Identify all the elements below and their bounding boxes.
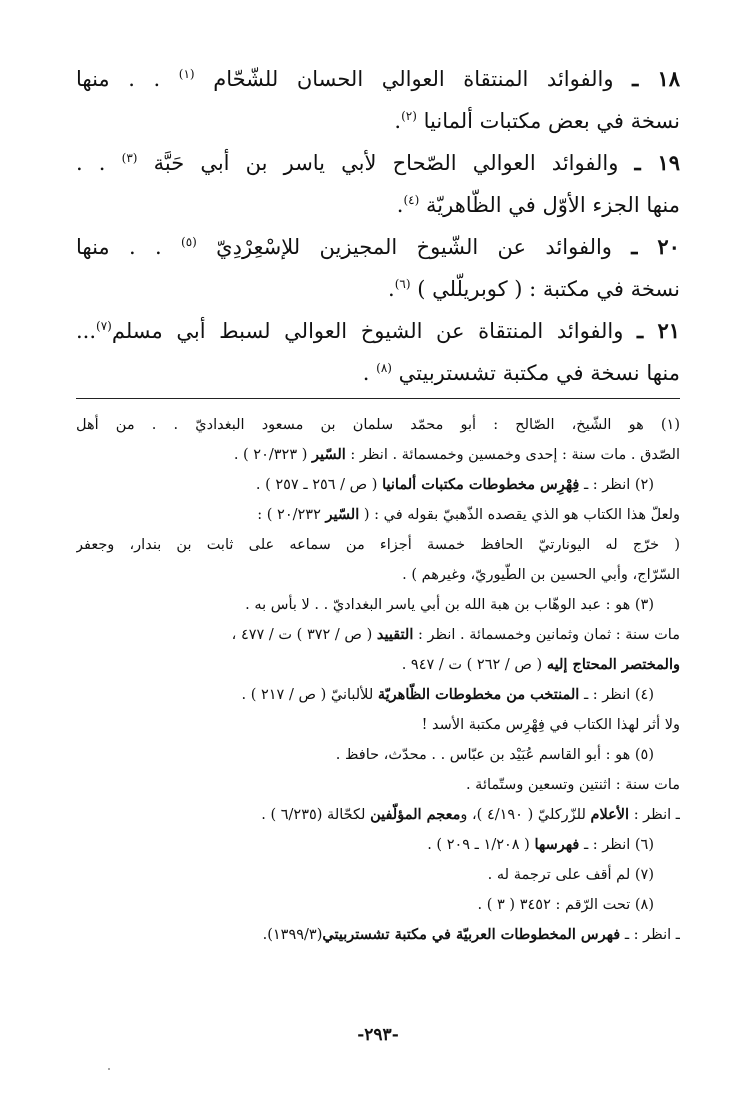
entry-title: والفوائد المنتقاة العوالي الحسان للشّحّام xyxy=(213,67,614,91)
footnote-text: الصّدق . مات سنة : إحدى وخمسين وخمسمائة . انظر : xyxy=(350,447,680,463)
footnote-marker: (٧) xyxy=(96,319,112,333)
footnote-1-line-1: (١) هو الشّيخ، الصّالح : أبو محمّد سلمان بن مسعود البغداديّ . . من أهل xyxy=(76,417,680,433)
footnote-text: ولعلّ هذا الكتاب هو الذي يقصده الذّهبيّ بقوله في : ( xyxy=(363,507,680,523)
entry-19-line-2 xyxy=(76,184,680,226)
entry-text: منها نسخة في مكتبة تشستربيتي xyxy=(398,361,680,385)
entry-number: ١٩ ـ xyxy=(634,150,680,175)
footnote-3-line-3 xyxy=(76,650,680,680)
entry-text: . xyxy=(394,109,402,133)
entry-text: نسخة في مكتبة : ( كوبريلّلي ) xyxy=(417,277,680,301)
entry-18-line-1 xyxy=(76,58,680,100)
footnote-1-line-2 xyxy=(76,440,680,470)
footnote-4-line-1 xyxy=(76,680,680,710)
footnote-2-line-2 xyxy=(76,500,680,530)
footnote-text: ( ١/٢٠٨ ـ ٢٠٩ ) . xyxy=(427,837,530,853)
footnote-source-title: السّير xyxy=(312,446,346,463)
entry-text: . . منها xyxy=(76,67,161,91)
footnote-3-line-1: (٣) هو : عبد الوهّاب بن هبة الله بن أبي ياسر البغداديّ . . لا بأس به . xyxy=(245,597,654,613)
entry-text: . . منها xyxy=(76,235,162,259)
footnote-5-line-3 xyxy=(76,800,680,830)
scan-speck xyxy=(108,1068,110,1070)
entry-number: ٢١ ـ xyxy=(637,318,680,343)
footnote-source-title: والمختصر المحتاج إليه xyxy=(546,656,680,673)
footnote-marker: (٥) xyxy=(181,235,197,249)
footnote-marker: (٣) xyxy=(121,151,138,165)
footnote-text: ( ص / ٢٦٢ ) ت / ٩٤٧ . xyxy=(401,657,543,673)
entries-block xyxy=(76,58,680,394)
footnote-text: ( ص / ٢٥٦ ـ ٢٥٧ ) . xyxy=(255,477,378,493)
footnote-source-title: التقييد xyxy=(376,626,414,643)
footnote-marker: (٨) xyxy=(376,361,392,375)
footnote-source-title: فهرس المخطوطات العربيّة في مكتبة تشستربيتي xyxy=(322,926,621,943)
footnote-text: لكحّالة (٦/٢٣٥ ) . xyxy=(261,807,366,823)
entry-title: والفوائد المنتقاة عن الشيوخ العوالي لسبط أبي مسلم xyxy=(111,319,624,343)
footnote-8-line-2 xyxy=(76,920,680,950)
footnote-8-line-1: (٨) تحت الرّقم : ٣٤٥٢ ( ٣ ) . xyxy=(477,897,654,913)
entry-18-line-2 xyxy=(76,100,680,142)
footnote-source-title: السّير xyxy=(325,506,360,523)
entry-text: . . xyxy=(76,151,106,175)
entry-21-line-1 xyxy=(76,310,680,352)
entry-text: نسخة في بعض مكتبات ألمانيا xyxy=(423,109,680,133)
footnote-text: (٤) انظر : ـ xyxy=(583,687,654,703)
footnote-text: للألبانيّ ( ص / ٢١٧ ) . xyxy=(241,687,374,703)
entry-number: ١٨ ـ xyxy=(632,66,680,91)
entry-19-line-1 xyxy=(76,142,680,184)
footnote-2-line-3: ( خرّج له اليونارتيّ الحافظ خمسة أجزاء من سماعه على ثابت بن بندار، وجعفر xyxy=(76,537,680,553)
footnote-marker: (٤) xyxy=(403,193,420,207)
footnote-5-line-1: (٥) هو : أبو القاسم عُبَيْد بن عبّاس . . محدّث، حافظ . xyxy=(335,747,654,763)
footnote-5-line-2: مات سنة : اثنتين وتسعين وستّمائة . xyxy=(465,777,680,793)
footnote-source-title: فِهْرِس مخطوطات مكتبات ألمانيا xyxy=(382,476,580,493)
footnote-marker: (٦) xyxy=(394,277,411,291)
footnotes-block xyxy=(76,410,680,950)
footnote-divider xyxy=(76,398,680,399)
entry-20-line-2 xyxy=(76,268,680,310)
footnote-marker: (١) xyxy=(178,67,195,81)
entry-text: ... xyxy=(76,319,97,343)
footnote-3-line-2 xyxy=(76,620,680,650)
entry-21-line-2 xyxy=(76,352,680,394)
entry-text: منها الجزء الأوّل في الظّاهريّة xyxy=(426,193,680,217)
footnote-source-title: معجم المؤلّفين xyxy=(370,806,461,823)
footnote-text: مات سنة : ثمان وثمانين وخمسمائة . انظر : xyxy=(417,627,680,643)
footnote-6-line-1 xyxy=(76,830,680,860)
footnote-marker: (٢) xyxy=(401,109,417,123)
footnote-source-title: فهرسها xyxy=(534,836,580,853)
footnote-text: (١٣٩٩/٣). xyxy=(262,927,323,943)
footnote-text: ( ٢٠/٣٢٣ ) . xyxy=(233,447,308,463)
footnote-source-title: الأعلام xyxy=(590,806,630,823)
footnote-text: ( ص / ٣٧٢ ) ت / ٤٧٧ ، xyxy=(231,627,373,643)
entry-number: ٢٠ ـ xyxy=(631,234,680,259)
entry-20-line-1 xyxy=(76,226,680,268)
footnote-source-title: المنتخب من مخطوطات الظّاهريّة xyxy=(377,686,580,703)
entry-title: والفوائد عن الشّيوخ المجيزين للإسْعِرْدِيّ xyxy=(216,235,612,259)
footnote-text: ـ انظر : ـ xyxy=(624,927,680,943)
entry-text: . xyxy=(396,193,404,217)
footnote-text: ـ انظر : xyxy=(633,807,680,823)
footnote-2-line-1 xyxy=(76,470,680,500)
footnote-text: (٦) انظر : ـ xyxy=(583,837,654,853)
footnote-4-line-2: ولا أثر لهذا الكتاب في فِهْرِس مكتبة الأسد ! xyxy=(421,717,680,733)
entry-text: . xyxy=(362,361,370,385)
footnote-text: (٢) انظر : ـ xyxy=(583,477,654,493)
page-number: -٢٩٣- xyxy=(357,1025,399,1045)
footnote-text: للزّركليّ ( ٤/١٩٠ )، و xyxy=(460,807,586,823)
footnote-7-line-1: (٧) لم أقف على ترجمة له . xyxy=(487,867,654,883)
entry-text: . xyxy=(388,277,395,301)
footnote-2-line-4: السّرّاج، وأبي الحسين بن الطّيوريّ، وغيرهم ) . xyxy=(402,567,680,583)
footnote-text: ٢٠/٢٣٢ ) : xyxy=(257,507,321,523)
entry-title: والفوائد العوالي الصّحاح لأبي ياسر بن أبي حَبَّة xyxy=(153,151,619,175)
